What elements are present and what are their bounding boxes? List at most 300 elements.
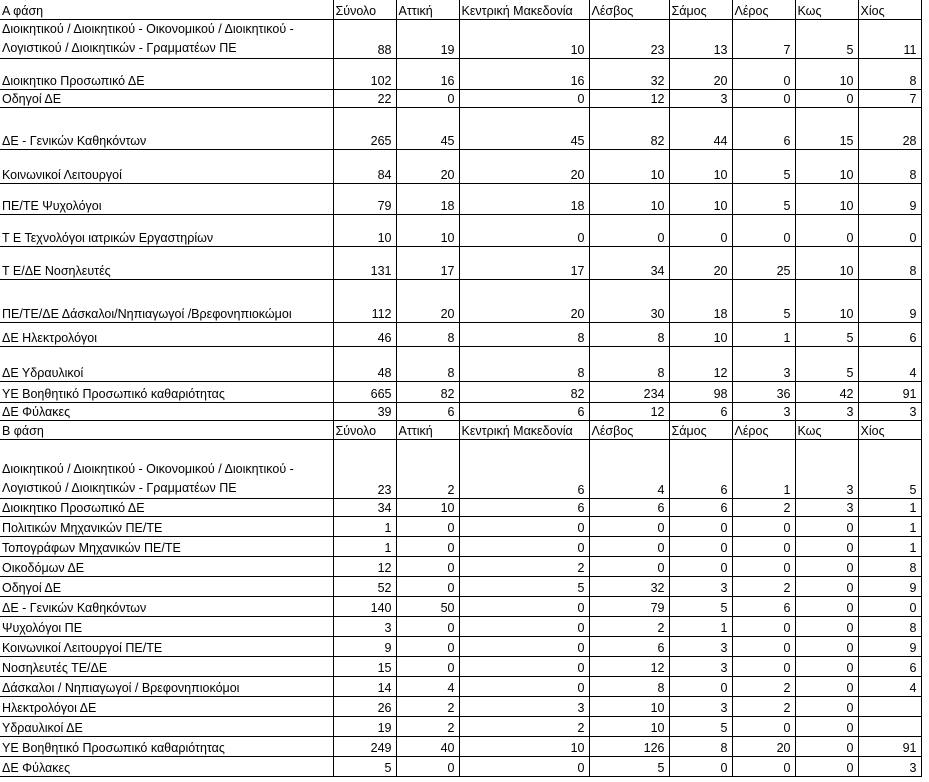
value-cell[interactable]: 3 [459, 696, 589, 716]
row-label[interactable]: ΔΕ Υδραυλικοί [0, 346, 333, 381]
value-cell[interactable]: 39 [333, 402, 396, 420]
value-cell[interactable]: 1 [669, 616, 732, 636]
value-cell[interactable]: 10 [459, 736, 589, 756]
phase_b-header-row [0, 420, 921, 439]
row-label[interactable]: Υδραυλικοί ΔΕ [0, 716, 333, 736]
value-cell[interactable]: 3 [858, 402, 921, 420]
value-cell[interactable]: 9 [858, 183, 921, 214]
value-cell[interactable]: 0 [795, 696, 858, 716]
table-row [0, 183, 921, 214]
value-cell[interactable]: 2 [732, 676, 795, 696]
row-label[interactable]: Διοικητικο Προσωπικό ΔΕ [0, 58, 333, 89]
row-label[interactable]: Διοικητικού / Διοικητικού - Οικονομικού / Διοικητικού - Λογιστικού / Διοικητικών - Γραμματέων ΠΕ [0, 439, 333, 498]
value-cell[interactable]: 50 [396, 596, 459, 616]
value-cell[interactable]: 3 [795, 498, 858, 516]
row-label[interactable]: Δάσκαλοι / Νηπιαγωγοί / Βρεφονηπιοκόμοι [0, 676, 333, 696]
table-row [0, 616, 921, 636]
value-cell[interactable]: 8 [858, 556, 921, 576]
value-cell[interactable]: 0 [459, 596, 589, 616]
value-cell[interactable]: 3 [732, 346, 795, 381]
value-cell[interactable]: 0 [396, 89, 459, 107]
value-cell[interactable]: 4 [396, 676, 459, 696]
value-cell[interactable]: 0 [795, 214, 858, 246]
value-cell[interactable]: 3 [795, 439, 858, 498]
phase_a-header-row [0, 0, 921, 19]
value-cell[interactable]: 2 [396, 716, 459, 736]
value-cell[interactable]: 6 [589, 636, 669, 656]
value-cell[interactable]: 3 [669, 656, 732, 676]
value-cell[interactable]: 11 [858, 19, 921, 58]
value-cell[interactable]: 1 [858, 516, 921, 536]
table-row [0, 676, 921, 696]
table-row [0, 107, 921, 149]
value-cell[interactable]: 10 [795, 183, 858, 214]
value-cell[interactable]: 20 [459, 149, 589, 183]
value-cell[interactable]: 102 [333, 58, 396, 89]
value-cell[interactable]: 9 [858, 636, 921, 656]
value-cell[interactable]: 8 [396, 322, 459, 346]
table-row [0, 736, 921, 756]
value-cell[interactable]: 5 [669, 716, 732, 736]
value-cell[interactable]: 6 [858, 656, 921, 676]
value-cell[interactable]: 6 [669, 439, 732, 498]
table-row [0, 58, 921, 89]
value-cell[interactable]: 0 [795, 756, 858, 776]
value-cell[interactable]: 0 [732, 89, 795, 107]
value-cell[interactable]: 15 [795, 107, 858, 149]
row-label[interactable]: Πολιτικών Μηχανικών ΠΕ/ΤΕ [0, 516, 333, 536]
value-cell[interactable]: 0 [795, 596, 858, 616]
row-label[interactable]: Τοπογράφων Μηχανικών ΠΕ/ΤΕ [0, 536, 333, 556]
table-row [0, 402, 921, 420]
value-cell[interactable]: 126 [589, 736, 669, 756]
value-cell[interactable]: 79 [333, 183, 396, 214]
value-cell[interactable]: 0 [459, 214, 589, 246]
column-header[interactable]: Λέσβος [589, 420, 669, 439]
value-cell[interactable]: 10 [396, 498, 459, 516]
table-row [0, 279, 921, 322]
row-label[interactable]: ΔΕ Φύλακες [0, 756, 333, 776]
row-label[interactable]: ΔΕ Φύλακες [0, 402, 333, 420]
value-cell[interactable]: 0 [459, 89, 589, 107]
value-cell[interactable]: 0 [459, 676, 589, 696]
value-cell[interactable]: 1 [858, 498, 921, 516]
value-cell[interactable]: 28 [858, 107, 921, 149]
value-cell[interactable] [858, 716, 921, 736]
value-cell[interactable]: 26 [333, 696, 396, 716]
value-cell[interactable]: 17 [459, 246, 589, 279]
value-cell[interactable]: 7 [858, 89, 921, 107]
value-cell[interactable]: 20 [669, 58, 732, 89]
value-cell[interactable]: 10 [589, 696, 669, 716]
row-label[interactable]: Διοικητικο Προσωπικό ΔΕ [0, 498, 333, 516]
value-cell[interactable]: 15 [333, 656, 396, 676]
value-cell[interactable]: 0 [396, 656, 459, 676]
value-cell[interactable]: 52 [333, 576, 396, 596]
value-cell[interactable]: 4 [858, 676, 921, 696]
value-cell[interactable]: 20 [396, 149, 459, 183]
table-row [0, 149, 921, 183]
value-cell[interactable]: 0 [669, 516, 732, 536]
value-cell[interactable]: 5 [732, 183, 795, 214]
value-cell[interactable]: 112 [333, 279, 396, 322]
table-row [0, 19, 921, 58]
row-label[interactable]: Νοσηλευτές ΤΕ/ΔΕ [0, 656, 333, 676]
value-cell[interactable]: 98 [669, 381, 732, 402]
value-cell[interactable]: 5 [732, 149, 795, 183]
value-cell[interactable]: 20 [396, 279, 459, 322]
row-label[interactable]: Κοινωνικοί Λειτουργοί [0, 149, 333, 183]
value-cell[interactable]: 12 [669, 346, 732, 381]
value-cell[interactable]: 5 [858, 439, 921, 498]
table-row [0, 346, 921, 381]
value-cell[interactable]: 0 [669, 536, 732, 556]
value-cell[interactable]: 32 [589, 58, 669, 89]
value-cell[interactable]: 19 [396, 19, 459, 58]
value-cell[interactable]: 1 [333, 516, 396, 536]
table-row [0, 89, 921, 107]
value-cell[interactable]: 3 [795, 402, 858, 420]
value-cell[interactable]: 3 [333, 616, 396, 636]
value-cell[interactable]: 5 [589, 756, 669, 776]
value-cell[interactable]: 5 [795, 346, 858, 381]
table-row [0, 756, 921, 776]
row-label[interactable]: Ψυχολόγοι ΠΕ [0, 616, 333, 636]
value-cell[interactable]: 0 [795, 556, 858, 576]
value-cell[interactable]: 5 [669, 596, 732, 616]
value-cell[interactable]: 18 [459, 183, 589, 214]
value-cell[interactable]: 0 [795, 576, 858, 596]
row-label[interactable]: Τ Ε Τεχνολόγοι ιατρικών Εργαστηρίων [0, 214, 333, 246]
value-cell[interactable]: 34 [333, 498, 396, 516]
value-cell[interactable]: 0 [795, 636, 858, 656]
value-cell[interactable]: 0 [732, 716, 795, 736]
value-cell[interactable]: 140 [333, 596, 396, 616]
value-cell[interactable]: 10 [333, 214, 396, 246]
value-cell[interactable]: 8 [858, 616, 921, 636]
value-cell[interactable]: 0 [669, 676, 732, 696]
value-cell[interactable]: 0 [795, 656, 858, 676]
value-cell[interactable]: 0 [732, 536, 795, 556]
row-label[interactable]: ΔΕ - Γενικών Καθηκόντων [0, 596, 333, 616]
table-row [0, 716, 921, 736]
value-cell[interactable]: 0 [396, 576, 459, 596]
value-cell[interactable]: 3 [669, 89, 732, 107]
value-cell[interactable]: 6 [732, 107, 795, 149]
value-cell[interactable]: 6 [459, 402, 589, 420]
value-cell[interactable]: 0 [795, 716, 858, 736]
value-cell[interactable]: 32 [589, 576, 669, 596]
value-cell[interactable]: 0 [795, 616, 858, 636]
table-row [0, 439, 921, 498]
value-cell[interactable]: 8 [589, 346, 669, 381]
value-cell[interactable]: 0 [669, 556, 732, 576]
value-cell[interactable]: 0 [669, 214, 732, 246]
table-row [0, 536, 921, 556]
value-cell[interactable]: 16 [396, 58, 459, 89]
value-cell[interactable]: 17 [396, 246, 459, 279]
value-cell[interactable]: 0 [459, 636, 589, 656]
value-cell[interactable]: 6 [396, 402, 459, 420]
value-cell[interactable]: 19 [333, 716, 396, 736]
column-header[interactable]: Κως [795, 0, 858, 19]
value-cell[interactable]: 234 [589, 381, 669, 402]
value-cell[interactable]: 9 [858, 279, 921, 322]
value-cell[interactable]: 249 [333, 736, 396, 756]
value-cell[interactable]: 3 [669, 576, 732, 596]
row-label[interactable]: Οδηγοί ΔΕ [0, 89, 333, 107]
value-cell[interactable]: 6 [589, 498, 669, 516]
row-label[interactable]: Τ Ε/ΔΕ Νοσηλευτές [0, 246, 333, 279]
value-cell[interactable]: 1 [732, 322, 795, 346]
value-cell[interactable]: 665 [333, 381, 396, 402]
value-cell[interactable]: 20 [459, 279, 589, 322]
value-cell[interactable]: 84 [333, 149, 396, 183]
value-cell[interactable]: 8 [589, 322, 669, 346]
value-cell[interactable]: 0 [589, 516, 669, 536]
column-header[interactable]: Κεντρική Μακεδονία [459, 420, 589, 439]
value-cell[interactable]: 10 [589, 149, 669, 183]
row-label[interactable]: Ηλεκτρολόγοι ΔΕ [0, 696, 333, 716]
value-cell[interactable]: 10 [669, 149, 732, 183]
value-cell[interactable]: 2 [459, 716, 589, 736]
value-cell[interactable]: 18 [669, 279, 732, 322]
value-cell[interactable]: 12 [589, 402, 669, 420]
table-row [0, 596, 921, 616]
value-cell[interactable]: 0 [669, 756, 732, 776]
value-cell[interactable]: 2 [396, 439, 459, 498]
value-cell[interactable]: 10 [795, 246, 858, 279]
value-cell[interactable]: 0 [396, 636, 459, 656]
value-cell[interactable]: 1 [333, 536, 396, 556]
value-cell[interactable]: 3 [858, 756, 921, 776]
value-cell[interactable]: 82 [396, 381, 459, 402]
row-label[interactable]: Κοινωνικοί Λειτουργοί ΠΕ/ΤΕ [0, 636, 333, 656]
value-cell[interactable]: 10 [589, 183, 669, 214]
phase-a-title[interactable]: Α φάση [0, 0, 333, 19]
value-cell[interactable]: 16 [459, 58, 589, 89]
value-cell[interactable]: 8 [459, 322, 589, 346]
value-cell[interactable]: 5 [795, 19, 858, 58]
value-cell[interactable]: 0 [795, 736, 858, 756]
value-cell[interactable]: 8 [858, 149, 921, 183]
value-cell[interactable]: 88 [333, 19, 396, 58]
value-cell[interactable]: 48 [333, 346, 396, 381]
column-header[interactable]: Κως [795, 420, 858, 439]
value-cell[interactable]: 25 [732, 246, 795, 279]
value-cell[interactable]: 0 [732, 636, 795, 656]
value-cell[interactable]: 10 [795, 279, 858, 322]
row-label[interactable]: Οδηγοί ΔΕ [0, 576, 333, 596]
value-cell[interactable]: 131 [333, 246, 396, 279]
value-cell[interactable]: 3 [669, 696, 732, 716]
value-cell[interactable]: 5 [333, 756, 396, 776]
value-cell[interactable]: 3 [732, 402, 795, 420]
row-label[interactable]: ΔΕ Ηλεκτρολόγοι [0, 322, 333, 346]
value-cell[interactable]: 13 [669, 19, 732, 58]
column-header[interactable]: Λέσβος [589, 0, 669, 19]
value-cell[interactable]: 10 [795, 58, 858, 89]
value-cell[interactable]: 4 [589, 439, 669, 498]
value-cell[interactable]: 0 [795, 516, 858, 536]
table-row [0, 322, 921, 346]
value-cell[interactable]: 0 [858, 214, 921, 246]
value-cell[interactable]: 0 [795, 676, 858, 696]
column-header[interactable]: Σύνολο [333, 420, 396, 439]
value-cell[interactable]: 8 [459, 346, 589, 381]
value-cell[interactable]: 91 [858, 381, 921, 402]
value-cell[interactable]: 5 [732, 279, 795, 322]
table-row [0, 214, 921, 246]
value-cell[interactable]: 2 [732, 696, 795, 716]
value-cell[interactable]: 0 [396, 516, 459, 536]
value-cell[interactable]: 23 [589, 19, 669, 58]
value-cell[interactable]: 0 [732, 516, 795, 536]
value-cell[interactable]: 36 [732, 381, 795, 402]
value-cell[interactable]: 9 [333, 636, 396, 656]
value-cell[interactable]: 2 [396, 696, 459, 716]
table-row [0, 576, 921, 596]
value-cell[interactable]: 10 [459, 19, 589, 58]
value-cell[interactable]: 91 [858, 736, 921, 756]
value-cell[interactable]: 45 [396, 107, 459, 149]
value-cell[interactable]: 10 [589, 716, 669, 736]
value-cell[interactable] [858, 696, 921, 716]
value-cell[interactable]: 82 [589, 107, 669, 149]
value-cell[interactable]: 0 [732, 756, 795, 776]
value-cell[interactable]: 6 [858, 322, 921, 346]
column-header[interactable]: Σάμος [669, 0, 732, 19]
value-cell[interactable]: 14 [333, 676, 396, 696]
value-cell[interactable]: 9 [858, 576, 921, 596]
row-label[interactable]: ΥΕ Βοηθητικό Προσωπικό καθαριότητας [0, 736, 333, 756]
value-cell[interactable]: 44 [669, 107, 732, 149]
value-cell[interactable]: 34 [589, 246, 669, 279]
value-cell[interactable]: 6 [459, 439, 589, 498]
value-cell[interactable]: 12 [333, 556, 396, 576]
value-cell[interactable]: 8 [396, 346, 459, 381]
value-cell[interactable]: 30 [589, 279, 669, 322]
value-cell[interactable]: 8 [858, 58, 921, 89]
value-cell[interactable]: 0 [589, 556, 669, 576]
value-cell[interactable]: 2 [589, 616, 669, 636]
column-header[interactable]: Λέρος [732, 420, 795, 439]
row-label[interactable]: Οικοδόμων ΔΕ [0, 556, 333, 576]
value-cell[interactable]: 6 [669, 402, 732, 420]
value-cell[interactable]: 0 [459, 536, 589, 556]
value-cell[interactable]: 6 [459, 498, 589, 516]
value-cell[interactable]: 0 [396, 556, 459, 576]
column-header[interactable]: Χίος [858, 420, 921, 439]
value-cell[interactable]: 8 [669, 736, 732, 756]
column-header[interactable]: Κεντρική Μακεδονία [459, 0, 589, 19]
column-header[interactable]: Σάμος [669, 420, 732, 439]
value-cell[interactable]: 1 [732, 439, 795, 498]
phase-b-title[interactable]: Β φάση [0, 420, 333, 439]
value-cell[interactable]: 0 [459, 516, 589, 536]
value-cell[interactable]: 10 [669, 183, 732, 214]
column-header[interactable]: Αττική [396, 420, 459, 439]
value-cell[interactable]: 0 [396, 756, 459, 776]
value-cell[interactable]: 79 [589, 596, 669, 616]
value-cell[interactable]: 6 [669, 498, 732, 516]
value-cell[interactable]: 2 [459, 556, 589, 576]
row-label[interactable]: ΔΕ - Γενικών Καθηκόντων [0, 107, 333, 149]
table-row [0, 246, 921, 279]
value-cell[interactable]: 0 [459, 756, 589, 776]
table-row [0, 498, 921, 516]
value-cell[interactable]: 0 [795, 536, 858, 556]
value-cell[interactable]: 2 [732, 576, 795, 596]
value-cell[interactable]: 10 [795, 149, 858, 183]
value-cell[interactable]: 82 [459, 381, 589, 402]
table-row [0, 636, 921, 656]
value-cell[interactable]: 0 [589, 536, 669, 556]
value-cell[interactable]: 0 [732, 556, 795, 576]
table-row [0, 556, 921, 576]
value-cell[interactable]: 0 [396, 536, 459, 556]
value-cell[interactable]: 5 [795, 322, 858, 346]
value-cell[interactable]: 6 [732, 596, 795, 616]
value-cell[interactable]: 12 [589, 89, 669, 107]
value-cell[interactable]: 265 [333, 107, 396, 149]
column-header[interactable]: Σύνολο [333, 0, 396, 19]
value-cell[interactable]: 0 [459, 656, 589, 676]
value-cell[interactable]: 18 [396, 183, 459, 214]
column-header[interactable]: Αττική [396, 0, 459, 19]
value-cell[interactable]: 20 [732, 736, 795, 756]
value-cell[interactable]: 42 [795, 381, 858, 402]
value-cell[interactable]: 0 [795, 89, 858, 107]
value-cell[interactable]: 10 [396, 214, 459, 246]
value-cell[interactable]: 5 [459, 576, 589, 596]
value-cell[interactable]: 0 [732, 58, 795, 89]
value-cell[interactable]: 20 [669, 246, 732, 279]
value-cell[interactable]: 0 [858, 596, 921, 616]
value-cell[interactable]: 23 [333, 439, 396, 498]
table-row [0, 516, 921, 536]
column-header[interactable]: Χίος [858, 0, 921, 19]
table-row [0, 381, 921, 402]
value-cell[interactable]: 7 [732, 19, 795, 58]
value-cell[interactable]: 0 [396, 616, 459, 636]
row-label[interactable]: Διοικητικού / Διοικητικού - Οικονομικού / Διοικητικού - Λογιστικού / Διοικητικών - Γραμματέων ΠΕ [0, 19, 333, 58]
value-cell[interactable]: 0 [732, 616, 795, 636]
value-cell[interactable]: 3 [669, 636, 732, 656]
value-cell[interactable]: 0 [459, 616, 589, 636]
value-cell[interactable]: 45 [459, 107, 589, 149]
value-cell[interactable]: 4 [858, 346, 921, 381]
value-cell[interactable]: 0 [732, 214, 795, 246]
value-cell[interactable]: 12 [589, 656, 669, 676]
value-cell[interactable]: 46 [333, 322, 396, 346]
column-header[interactable]: Λέρος [732, 0, 795, 19]
table-row [0, 696, 921, 716]
value-cell[interactable]: 2 [732, 498, 795, 516]
table-row [0, 656, 921, 676]
row-label[interactable]: ΠΕ/ΤΕ/ΔΕ Δάσκαλοι/Νηπιαγωγοί /Βρεφονηπιοκώμοι [0, 279, 333, 322]
value-cell[interactable]: 0 [732, 656, 795, 676]
value-cell[interactable]: 0 [589, 214, 669, 246]
row-label[interactable]: ΠΕ/ΤΕ Ψυχολόγοι [0, 183, 333, 214]
value-cell[interactable]: 8 [858, 246, 921, 279]
value-cell[interactable]: 22 [333, 89, 396, 107]
value-cell[interactable]: 40 [396, 736, 459, 756]
value-cell[interactable]: 8 [589, 676, 669, 696]
value-cell[interactable]: 1 [858, 536, 921, 556]
row-label[interactable]: ΥΕ Βοηθητικό Προσωπικό καθαριότητας [0, 381, 333, 402]
value-cell[interactable]: 10 [669, 322, 732, 346]
